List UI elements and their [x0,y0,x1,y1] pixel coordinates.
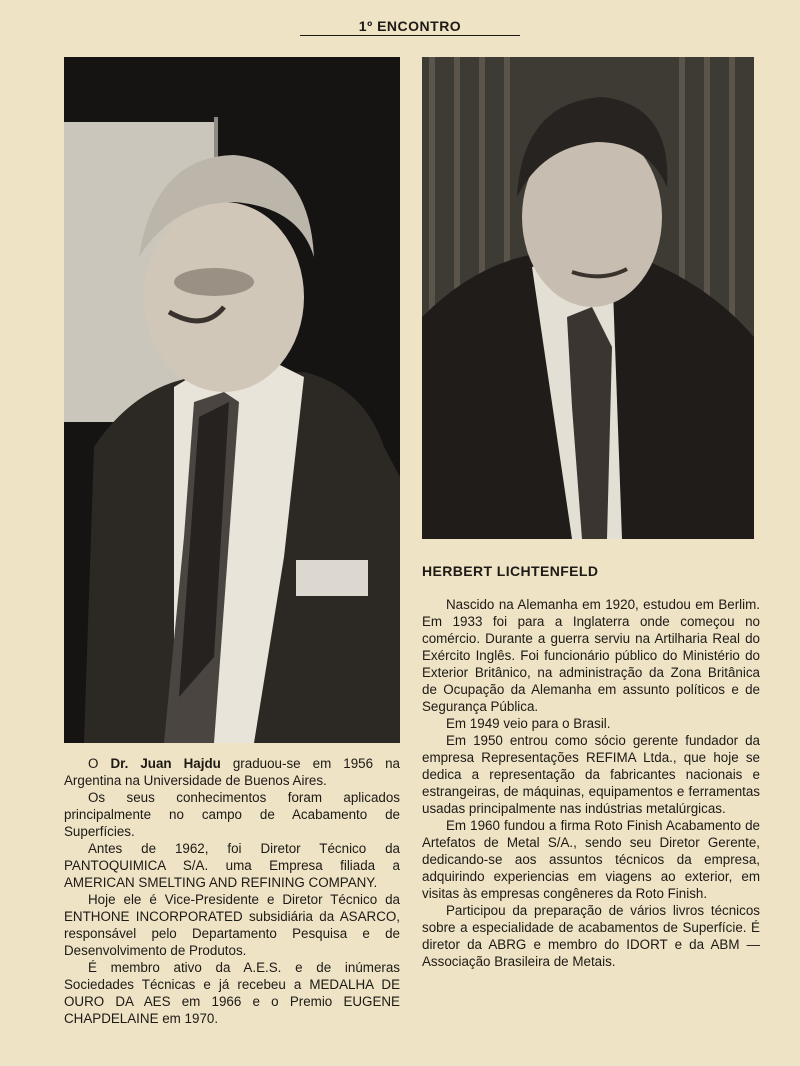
bio-paragraph: Antes de 1962, foi Diretor Técnico da PANTOQUIMICA S/A. uma Empresa filiada a AMERICAN SMELTING AND REFINING COMPANY. [64,841,400,890]
bio-paragraph: Hoje ele é Vice-Presidente e Diretor Técnico da ENTHONE INCORPORATED subsidiária da ASARCO, responsável pelo Departamento Pesquisa e de Desenvolvimento de Produtos. [64,892,400,958]
bio-paragraph: Em 1960 fundou a firma Roto Finish Acabamento de Artefatos de Metal S/A., sendo seu Diretor Gerente, dedicando-se aos assuntos técnicos da empresa, adquirindo experiencias em viagens ao exterior, em visitas às empresas congêneres da Roto Finish. [422,818,760,901]
biography-juan-hajdu [64,755,400,1027]
page-header: 1º ENCONTRO [300,18,520,36]
portrait-photo-herbert-lichtenfeld [422,57,754,539]
biography-herbert-lichtenfeld [422,596,760,970]
intro-prefix: O [88,756,111,771]
bio-paragraph: Nascido na Alemanha em 1920, estudou em Berlim. Em 1933 foi para a Inglaterra onde começou no comércio. Durante a guerra serviu na Artilharia Real do Exército Inglês. Foi funcionário público do Ministério do Exterior Britânico, na administração da Zona Britânica de Ocupação da Alemanha em assunto políticos e de Segurança Pública. [422,597,760,714]
heading-herbert-lichtenfeld: HERBERT LICHTENFELD [422,563,599,579]
bio-paragraph: Em 1950 entrou como sócio gerente fundador da empresa Representações REFIMA Ltda., que hoje se dedica a representação da fabricantes nacionais e estrangeiras, de máquinas, equipamentos e ferramentas usadas principalmente nas indústrias metalúrgicas. [422,733,760,816]
bio-text: graduou-se em 1956 na Argentina na Universidade de Buenos Aires. [64,756,400,788]
bio-paragraph: Em 1949 veio para o Brasil. [446,716,611,731]
bio-paragraph: Os seus conhecimentos foram aplicados principalmente no campo de Acabamento de Superfícies. [64,790,400,839]
bio-paragraph: Participou da preparação de vários livros técnicos sobre a especialidade de acabamentos de Superfície. É diretor da ABRG e membro do IDORT e da ABM — Associação Brasileira de Metais. [422,903,760,969]
portrait-photo-juan-hajdu [64,57,400,743]
bio-paragraph: É membro ativo da A.E.S. e de inúmeras Sociedades Técnicas e já recebeu a MEDALHA DE OURO DA AES em 1966 e o Premio EUGENE CHAPDELAINE em 1970. [64,960,400,1026]
bio-paragraph [64,755,400,789]
person-name: Dr. Juan Hajdu [110,756,221,771]
